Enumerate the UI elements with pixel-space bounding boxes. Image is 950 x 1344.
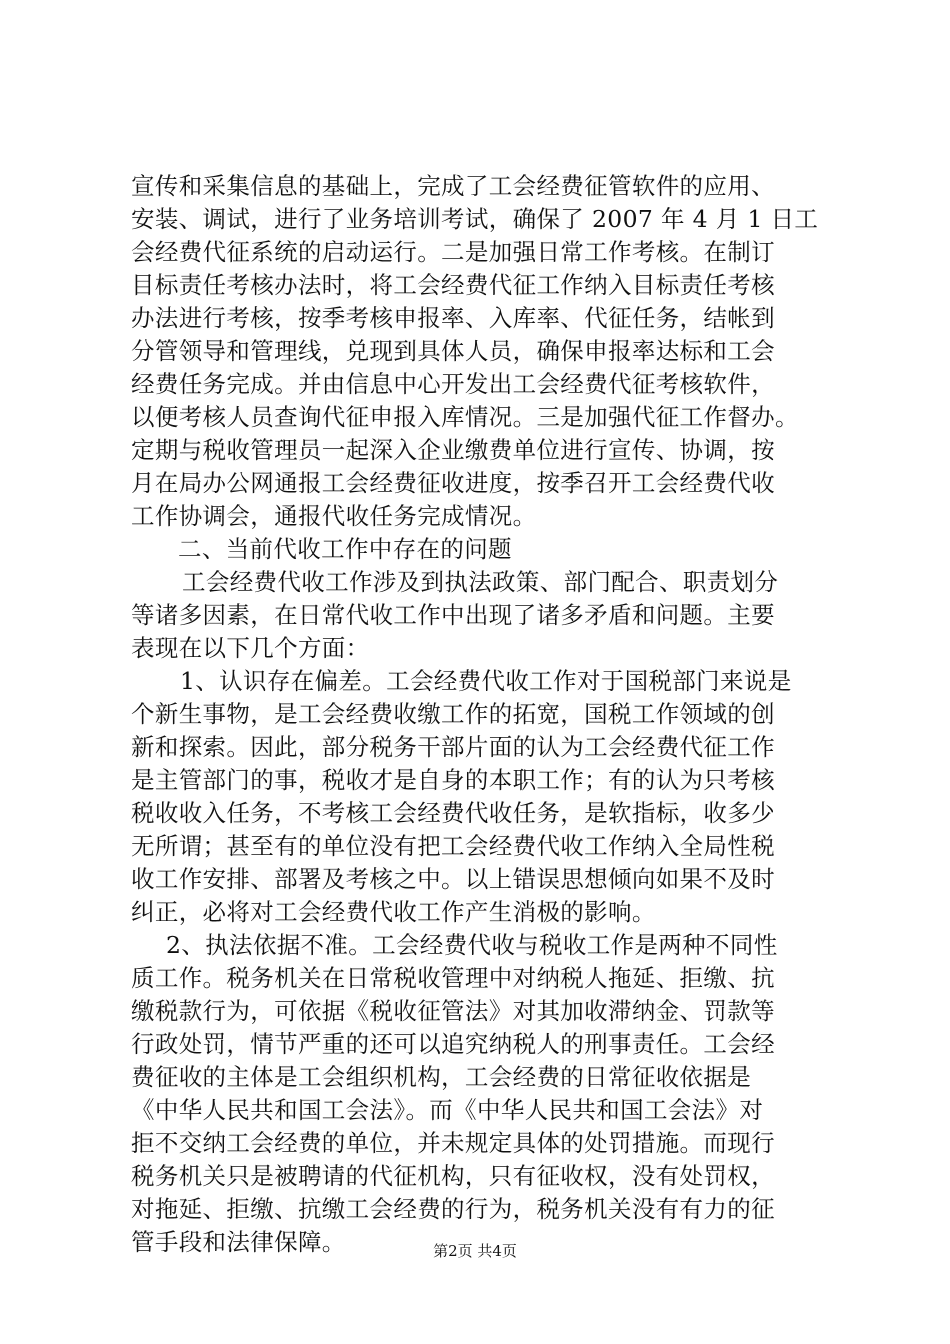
text-line: 1、认识存在偏差。工会经费代收工作对于国税部门来说是 [180, 667, 792, 695]
body-text [131, 170, 837, 1259]
text-line: 办法进行考核，按季考核申报率、入库率、代征任务，结帐到 [131, 304, 775, 332]
text-line: 等诸多因素，在日常代收工作中出现了诸多矛盾和问题。主要 [131, 601, 775, 629]
text-line: 经费任务完成。并由信息中心开发出工会经费代征考核软件， [131, 370, 775, 398]
text-line: 宣传和采集信息的基础上，完成了工会经费征管软件的应用、 [131, 172, 775, 200]
text-line: 工作协调会，通报代收任务完成情况。 [131, 502, 537, 530]
text-line: 费征收的主体是工会组织机构，工会经费的日常征收依据是 [131, 1063, 752, 1091]
text-line: 目标责任考核办法时，将工会经费代征工作纳入目标责任考核 [131, 271, 775, 299]
text-line: 收工作安排、部署及考核之中。以上错误思想倾向如果不及时 [131, 865, 775, 893]
text-line: 工会经费代收工作涉及到执法政策、部门配合、职责划分 [182, 568, 779, 596]
text-line: 安装、调试，进行了业务培训考试，确保了 2007 年 4 月 1 日工 [131, 205, 819, 233]
text-line: 税务机关只是被聘请的代征机构，只有征收权，没有处罚权， [131, 1162, 775, 1190]
text-line: 税收收入任务，不考核工会经费代收任务，是软指标，收多少 [131, 799, 775, 827]
page-number-footer: 第2页 共4页 [433, 1242, 517, 1260]
text-line: 质工作。税务机关在日常税收管理中对纳税人拖延、拒缴、抗 [131, 964, 775, 992]
text-line: 对拖延、拒缴、抗缴工会经费的行为，税务机关没有有力的征 [131, 1195, 775, 1223]
text-line: 纠正，必将对工会经费代收工作产生消极的影响。 [131, 898, 656, 926]
text-line: 以便考核人员查询代征申报入库情况。三是加强代征工作督办。 [131, 403, 799, 431]
text-line: 拒不交纳工会经费的单位，并未规定具体的处罚措施。而现行 [131, 1129, 775, 1157]
text-line: 行政处罚，情节严重的还可以追究纳税人的刑事责任。工会经 [131, 1030, 775, 1058]
text-line: 2、执法依据不准。工会经费代收与税收工作是两种不同性 [166, 931, 778, 959]
text-line: 是主管部门的事，税收才是自身的本职工作；有的认为只考核 [131, 766, 775, 794]
text-line: 管手段和法律保障。 [131, 1228, 346, 1256]
text-line: 表现在以下几个方面： [131, 634, 370, 662]
text-line: 新和探索。因此，部分税务干部片面的认为工会经费代征工作 [131, 733, 775, 761]
section-heading: 二、当前代收工作中存在的问题 [178, 535, 512, 563]
text-line: 月在局办公网通报工会经费征收进度，按季召开工会经费代收 [131, 469, 775, 497]
text-line: 缴税款行为，可依据《税收征管法》对其加收滞纳金、罚款等 [131, 997, 775, 1025]
text-line: 定期与税收管理员一起深入企业缴费单位进行宣传、协调，按 [131, 436, 775, 464]
text-line: 会经费代征系统的启动运行。二是加强日常工作考核。在制订 [131, 238, 775, 266]
text-line: 个新生事物，是工会经费收缴工作的拓宽，国税工作领域的创 [131, 700, 775, 728]
text-line: 《中华人民共和国工会法》。而《中华人民共和国工会法》对 [131, 1096, 764, 1124]
text-line: 分管领导和管理线，兑现到具体人员，确保申报率达标和工会 [131, 337, 775, 365]
text-line: 无所谓；甚至有的单位没有把工会经费代收工作纳入全局性税 [131, 832, 775, 860]
